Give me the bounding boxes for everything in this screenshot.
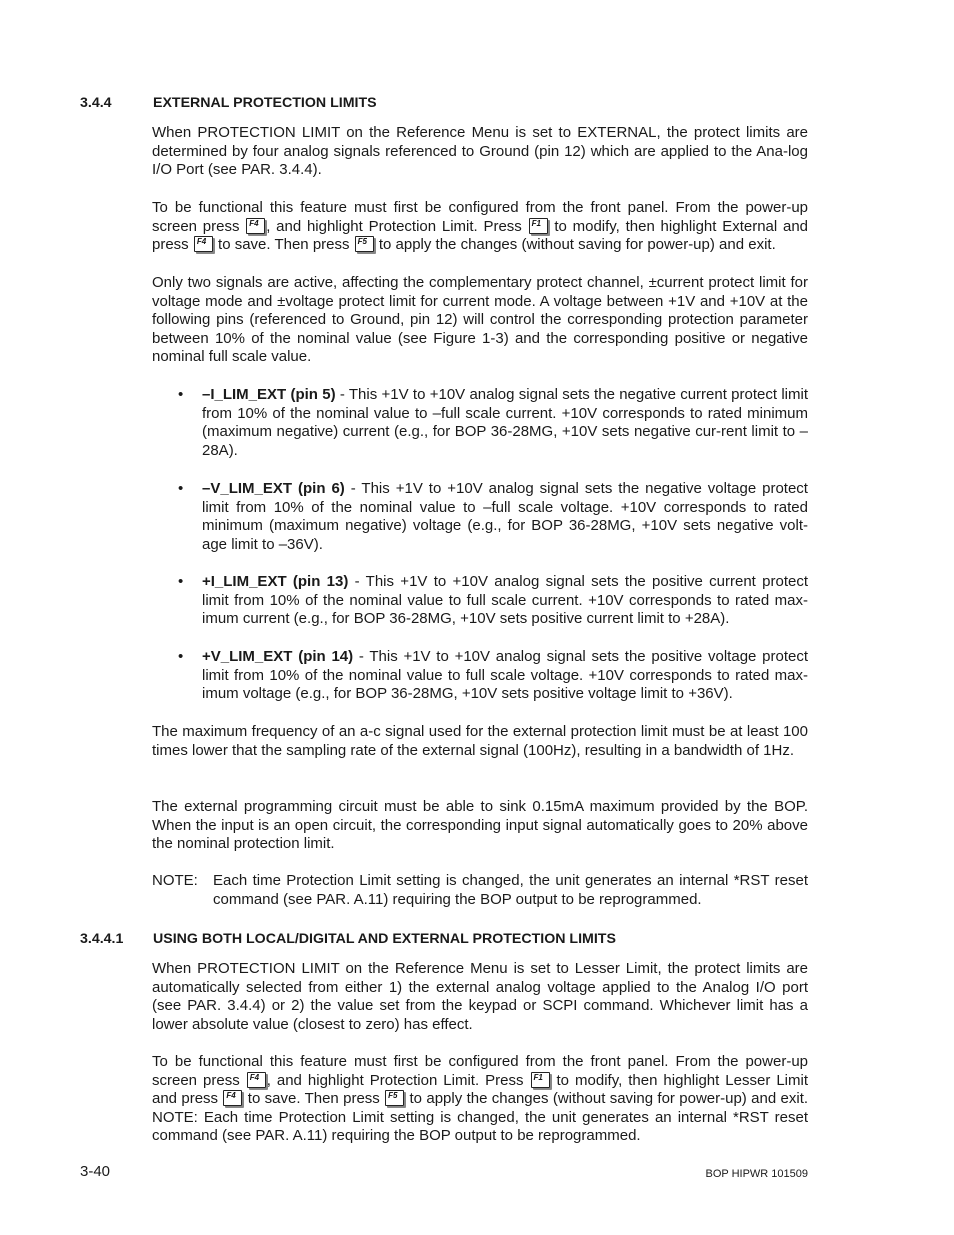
list-item: • +V_LIM_EXT (pin 14) - This +1V to +10V analog signal sets the positive voltage protect limit from 10% of the nominal value to full scale voltage. +10V corresponds to rated max-imum voltage (e.g., for BOP 36-28MG, +10V sets positive voltage limit to +36V). — [178, 648, 808, 703]
f1-key-icon: F1 — [531, 1072, 550, 1088]
paragraph-configure: To be functional this feature must first be configured from the front panel. From the power-up screen press F4 , and highlight Protection Limit. Press F1 to modify, then highlight External and press F4 to save. Then press F5 to apply the changes (without saving for power-up) and exit. — [152, 199, 809, 254]
note — [152, 872, 808, 909]
paragraph-sink: The external programming circuit must be able to sink 0.15mA maximum provided by the BOP. When the input is an open circuit, the corresponding input signal automatically goes to 20% above the nominal protection limit. — [152, 798, 808, 853]
signal-name: +I_LIM_EXT (pin 13) — [202, 573, 349, 590]
page-number: 3-40 — [80, 1163, 111, 1180]
subsection-number: 3.4.4.1 — [80, 931, 124, 947]
note-label: NOTE: — [152, 872, 198, 889]
note-text: Each time Protection Limit setting is changed, the unit generates an internal *RST reset command (see PAR. A.11) requiring the BOP output to be reprogrammed. — [213, 872, 808, 908]
section-number: 3.4.4 — [80, 95, 112, 111]
paragraph-frequency: The maximum frequency of an a-c signal used for the external protection limit must be at least 100 times lower that the sampling rate of the external signal (100Hz), resulting in a bandwidth of 1Hz. — [152, 723, 808, 759]
document-id: BOP HIPWR 101509 — [705, 1168, 808, 1180]
f1-key-icon: F1 — [529, 218, 548, 234]
subsection-title: USING BOTH LOCAL/DIGITAL AND EXTERNAL PROTECTION LIMITS — [153, 931, 616, 947]
paragraph-intro: When PROTECTION LIMIT on the Reference Menu is set to EXTERNAL, the protect limits are determined by four analog signals referenced to Ground (pin 12) which are applied to the Ana-log I/O Port (see PAR. 3.4.4). — [152, 124, 808, 179]
f4-key-icon: F4 — [223, 1090, 242, 1106]
f4-key-icon: F4 — [246, 218, 265, 234]
bullet-symbol: • — [178, 648, 184, 665]
bullet-symbol: • — [178, 480, 184, 497]
section-heading — [80, 94, 377, 113]
paragraph-lesser-limit: When PROTECTION LIMIT on the Reference Menu is set to Lesser Limit, the protect limits are automatically selected from either 1) the external analog voltage applied to the Analog I/O port (see PAR. 3.4.4) or 2) the value set from the keypad or SCPI command. Whichever limit has a lower absolute value (closest to zero) has effect. — [152, 960, 808, 1033]
f4-key-icon: F4 — [194, 236, 213, 252]
bullet-symbol: • — [178, 573, 184, 590]
paragraph-signals: Only two signals are active, affecting the complementary protect channel, ±current protect limit for voltage mode and ±voltage protect limit for current mode. A voltage between +1V and +10V at the following pins (referenced to Ground, pin 12) will control the corresponding protection parameter between 10% of the nominal value (see Figure 1-3) and the corresponding positive or negative nominal full scale value. — [152, 274, 808, 366]
f5-key-icon: F5 — [355, 236, 374, 252]
list-item: • +I_LIM_EXT (pin 13) - This +1V to +10V analog signal sets the positive current protect limit from 10% of the nominal value to full scale current. +10V corresponds to rated max-imum current (e.g., for BOP 36-28MG, +10V sets positive current limit to +28A). — [178, 573, 808, 628]
section-title: EXTERNAL PROTECTION LIMITS — [153, 95, 377, 111]
list-item: • –V_LIM_EXT (pin 6) - This +1V to +10V analog signal sets the negative voltage protect limit from 10% of the nominal value to –full scale voltage. +10V corresponds to rated minimum (maximum negative) voltage (e.g., for BOP 36-28MG, +10V sets negative volt-age limit to –36V). — [178, 480, 808, 553]
signal-name: –I_LIM_EXT (pin 5) — [202, 386, 336, 403]
signal-name: +V_LIM_EXT (pin 14) — [202, 648, 354, 665]
list-item: • –I_LIM_EXT (pin 5) - This +1V to +10V analog signal sets the negative current protect limit from 10% of the nominal value to –full scale current. +10V corresponds to rated minimum (maximum negative) current (e.g., for BOP 36-28MG, +10V sets negative cur-rent limit to –28A). — [178, 386, 808, 459]
bullet-symbol: • — [178, 386, 184, 403]
f4-key-icon: F4 — [247, 1072, 266, 1088]
signal-name: –V_LIM_EXT (pin 6) — [202, 480, 345, 497]
paragraph-configure-lesser: To be functional this feature must first be configured from the front panel. From the power-up screen press F4 , and highlight Protection Limit. Press F1 to modify, then highlight Lesser Limit and press F4 to save. Then press F5 to apply the changes (without saving for power-up) and exit. NOTE: Each time Protection Limit setting is changed, the unit generates an internal *RST reset command (see PAR. A.11) requiring the BOP output to be reprogrammed. — [152, 1053, 809, 1145]
subsection-heading — [80, 930, 616, 949]
f5-key-icon: F5 — [385, 1090, 404, 1106]
